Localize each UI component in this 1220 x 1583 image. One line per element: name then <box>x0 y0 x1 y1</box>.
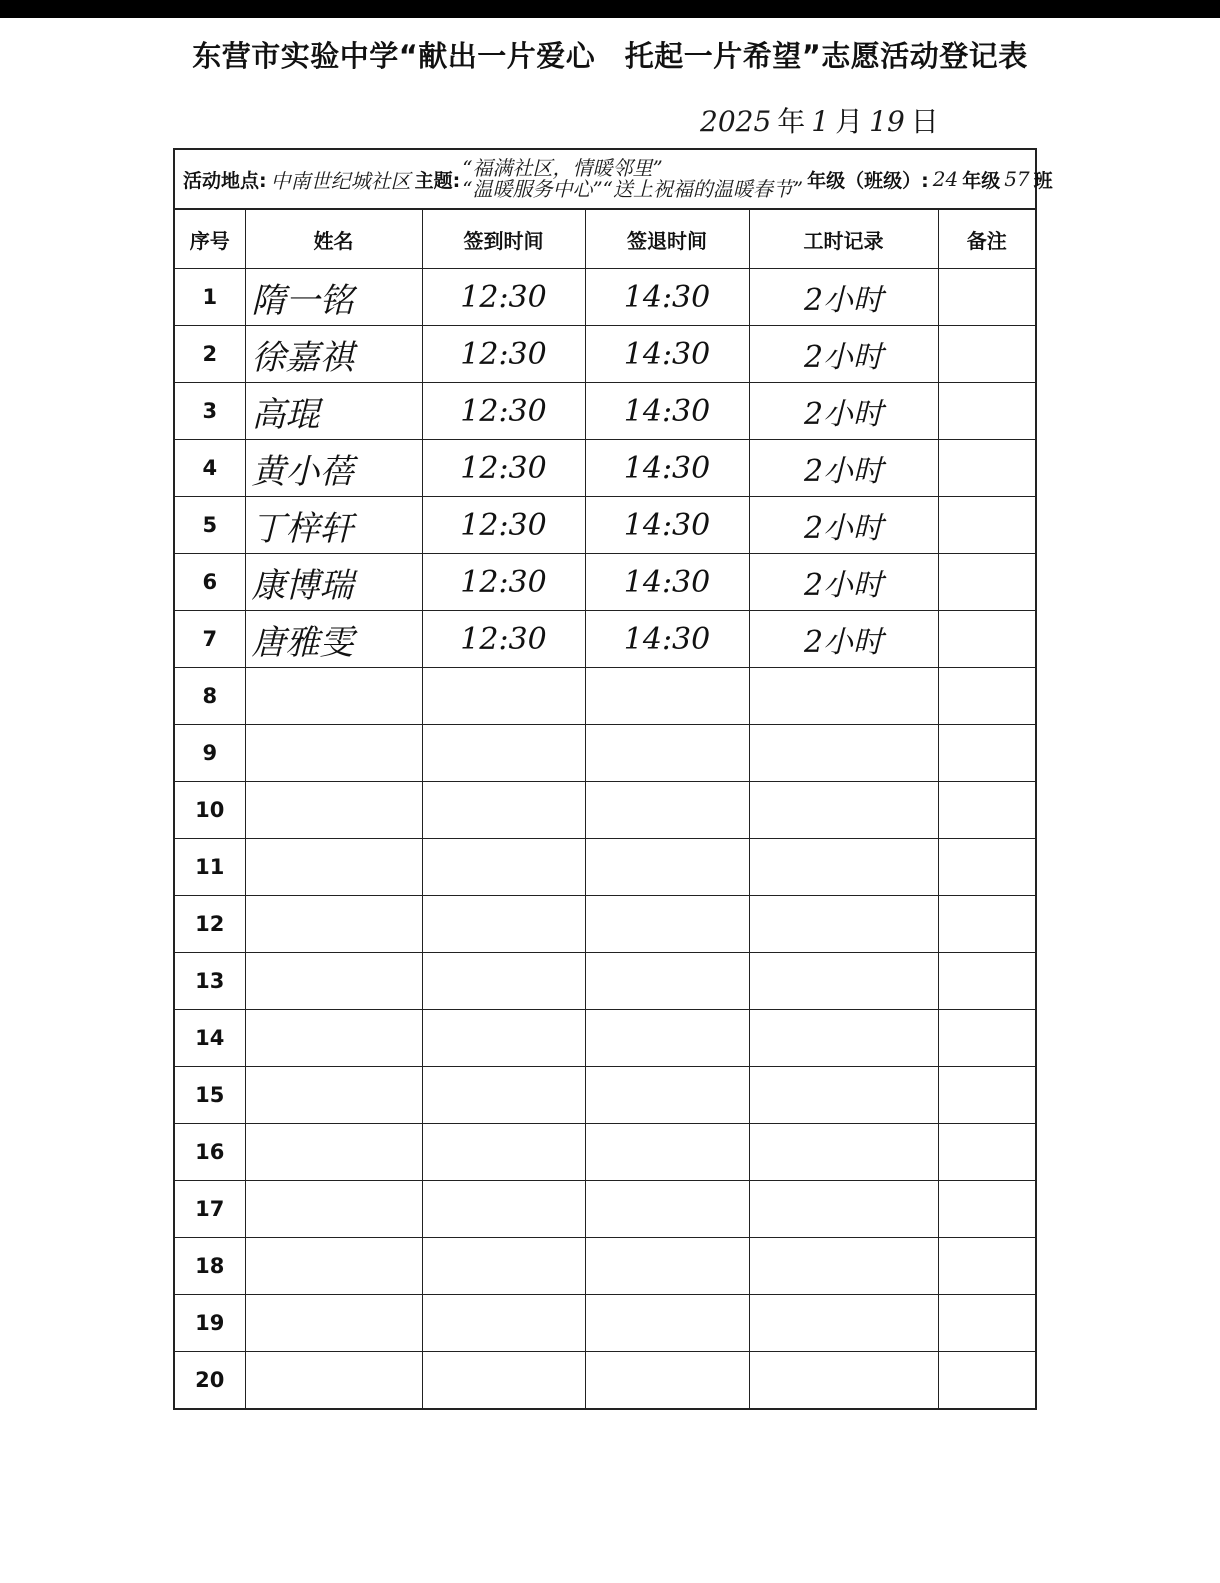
row-sign-in-time <box>422 839 585 896</box>
row-sign-out-time <box>585 668 749 725</box>
table-row <box>175 1010 1035 1067</box>
row-sign-out-time <box>585 1295 749 1352</box>
row-hours: 2小时 <box>749 383 938 440</box>
theme-block <box>415 158 804 200</box>
row-number: 10 <box>175 782 245 839</box>
grade-mid-label: 年级 <box>962 169 1001 192</box>
table-row <box>175 668 1035 725</box>
row-hours: 2小时 <box>749 269 938 326</box>
grade-label: 年级（班级）: <box>807 169 929 192</box>
row-name <box>245 1181 422 1238</box>
row-hours <box>749 1124 938 1181</box>
table-row <box>175 1238 1035 1295</box>
col-header-sign-in: 签到时间 <box>422 210 585 269</box>
row-hours <box>749 1295 938 1352</box>
row-sign-out-time <box>585 1238 749 1295</box>
row-remarks <box>938 1010 1035 1067</box>
row-number: 17 <box>175 1181 245 1238</box>
date-month-label: 月 <box>835 105 864 138</box>
table-row <box>175 1067 1035 1124</box>
row-sign-out-time <box>585 725 749 782</box>
row-hours <box>749 1010 938 1067</box>
row-hours <box>749 782 938 839</box>
row-sign-out-time: 14:30 <box>585 326 749 383</box>
row-remarks <box>938 725 1035 782</box>
row-remarks <box>938 782 1035 839</box>
theme-line-2: “温暖服务中心”“送上祝福的温暖春节” <box>462 177 804 201</box>
col-header-number: 序号 <box>175 210 245 269</box>
table-row <box>175 896 1035 953</box>
theme-values <box>462 158 803 200</box>
row-sign-in-time <box>422 1352 585 1409</box>
row-number: 9 <box>175 725 245 782</box>
row-remarks <box>938 611 1035 668</box>
row-name <box>245 1010 422 1067</box>
col-header-name: 姓名 <box>245 210 422 269</box>
table-row <box>175 725 1035 782</box>
col-header-sign-out: 签退时间 <box>585 210 749 269</box>
row-remarks <box>938 440 1035 497</box>
row-remarks <box>938 953 1035 1010</box>
row-sign-in-time: 12:30 <box>422 497 585 554</box>
row-name <box>245 782 422 839</box>
row-sign-in-time <box>422 725 585 782</box>
row-hours <box>749 1352 938 1409</box>
date-day-label: 日 <box>910 105 939 138</box>
row-sign-in-time: 12:30 <box>422 611 585 668</box>
row-remarks <box>938 1181 1035 1238</box>
row-remarks <box>938 1295 1035 1352</box>
table-row <box>175 383 1035 440</box>
table-row <box>175 953 1035 1010</box>
location-value: 中南世纪城社区 <box>270 168 411 193</box>
row-name: 康博瑞 <box>245 554 422 611</box>
row-number: 12 <box>175 896 245 953</box>
row-sign-out-time <box>585 1352 749 1409</box>
theme-label: 主题: <box>414 169 461 192</box>
row-name: 徐嘉祺 <box>245 326 422 383</box>
row-sign-out-time: 14:30 <box>585 383 749 440</box>
row-remarks <box>938 896 1035 953</box>
table-row <box>175 1295 1035 1352</box>
row-sign-in-time <box>422 1124 585 1181</box>
row-name <box>245 953 422 1010</box>
row-number: 16 <box>175 1124 245 1181</box>
row-name <box>245 1238 422 1295</box>
row-sign-in-time <box>422 782 585 839</box>
table-row <box>175 440 1035 497</box>
table-row <box>175 1124 1035 1181</box>
table-row <box>175 782 1035 839</box>
row-sign-out-time <box>585 1124 749 1181</box>
row-name <box>245 725 422 782</box>
row-remarks <box>938 326 1035 383</box>
row-number: 15 <box>175 1067 245 1124</box>
date-day: 19 <box>869 105 905 138</box>
registration-form <box>173 148 1053 1410</box>
row-sign-in-time <box>422 1238 585 1295</box>
row-name: 唐雅雯 <box>245 611 422 668</box>
row-number: 8 <box>175 668 245 725</box>
row-sign-in-time <box>422 1010 585 1067</box>
row-sign-in-time: 12:30 <box>422 383 585 440</box>
row-name: 丁梓轩 <box>245 497 422 554</box>
row-sign-in-time <box>422 1295 585 1352</box>
row-remarks <box>938 668 1035 725</box>
row-hours <box>749 896 938 953</box>
row-number: 19 <box>175 1295 245 1352</box>
row-sign-in-time <box>422 953 585 1010</box>
row-remarks <box>938 1067 1035 1124</box>
table-row <box>175 326 1035 383</box>
page-title: 东营市实验中学“献出一片爱心 托起一片希望”志愿活动登记表 <box>192 39 1028 73</box>
row-sign-in-time <box>422 1067 585 1124</box>
row-number: 11 <box>175 839 245 896</box>
row-name <box>245 896 422 953</box>
row-name <box>245 668 422 725</box>
row-number: 4 <box>175 440 245 497</box>
row-sign-in-time <box>422 896 585 953</box>
row-hours: 2小时 <box>749 440 938 497</box>
theme-line-1: “福满社区，情暖邻里” <box>462 156 663 180</box>
row-name <box>245 1067 422 1124</box>
row-number: 2 <box>175 326 245 383</box>
row-remarks <box>938 383 1035 440</box>
row-sign-out-time <box>585 896 749 953</box>
row-hours <box>749 1238 938 1295</box>
row-sign-out-time: 14:30 <box>585 611 749 668</box>
row-number: 3 <box>175 383 245 440</box>
row-hours <box>749 725 938 782</box>
row-name <box>245 839 422 896</box>
volunteer-table <box>175 210 1035 1408</box>
class-value: 57 <box>1004 167 1030 191</box>
date-year: 2025 <box>700 105 772 138</box>
row-hours <box>749 1181 938 1238</box>
grade-value: 24 <box>932 167 959 191</box>
table-row <box>175 554 1035 611</box>
row-number: 13 <box>175 953 245 1010</box>
row-number: 6 <box>175 554 245 611</box>
date-month: 1 <box>811 105 830 138</box>
class-label: 班 <box>1033 169 1053 192</box>
row-remarks <box>938 554 1035 611</box>
table-row <box>175 497 1035 554</box>
row-hours: 2小时 <box>749 611 938 668</box>
date-line <box>700 100 960 144</box>
row-sign-out-time <box>585 953 749 1010</box>
row-hours <box>749 839 938 896</box>
row-name: 隋一铭 <box>245 269 422 326</box>
row-hours <box>749 1067 938 1124</box>
row-sign-out-time <box>585 782 749 839</box>
row-hours: 2小时 <box>749 497 938 554</box>
row-sign-in-time: 12:30 <box>422 440 585 497</box>
row-sign-out-time <box>585 1010 749 1067</box>
row-name <box>245 1352 422 1409</box>
row-sign-in-time: 12:30 <box>422 554 585 611</box>
header-row <box>175 210 1035 269</box>
row-sign-out-time <box>585 839 749 896</box>
row-remarks <box>938 1124 1035 1181</box>
row-hours: 2小时 <box>749 326 938 383</box>
row-sign-in-time <box>422 1181 585 1238</box>
row-number: 7 <box>175 611 245 668</box>
table-row <box>175 839 1035 896</box>
row-sign-out-time <box>585 1181 749 1238</box>
row-hours: 2小时 <box>749 554 938 611</box>
table-row <box>175 611 1035 668</box>
row-sign-out-time: 14:30 <box>585 440 749 497</box>
row-remarks <box>938 839 1035 896</box>
row-name: 黄小蓓 <box>245 440 422 497</box>
row-number: 5 <box>175 497 245 554</box>
row-remarks <box>938 497 1035 554</box>
row-name <box>245 1295 422 1352</box>
row-sign-in-time: 12:30 <box>422 269 585 326</box>
col-header-remarks: 备注 <box>938 210 1035 269</box>
activity-info-row <box>175 150 1053 210</box>
row-sign-in-time <box>422 668 585 725</box>
table-row <box>175 1352 1035 1409</box>
row-number: 14 <box>175 1010 245 1067</box>
row-hours <box>749 953 938 1010</box>
scan-top-edge <box>0 0 1220 18</box>
row-sign-out-time: 14:30 <box>585 269 749 326</box>
location-label: 活动地点: <box>183 169 267 192</box>
table-row <box>175 269 1035 326</box>
col-header-hours: 工时记录 <box>749 210 938 269</box>
row-remarks <box>938 1238 1035 1295</box>
row-name: 高琨 <box>245 383 422 440</box>
row-sign-out-time: 14:30 <box>585 554 749 611</box>
row-name <box>245 1124 422 1181</box>
row-sign-in-time: 12:30 <box>422 326 585 383</box>
table-row <box>175 1181 1035 1238</box>
row-number: 18 <box>175 1238 245 1295</box>
row-remarks <box>938 269 1035 326</box>
row-hours <box>749 668 938 725</box>
row-remarks <box>938 1352 1035 1409</box>
row-sign-out-time: 14:30 <box>585 497 749 554</box>
row-number: 20 <box>175 1352 245 1409</box>
row-number: 1 <box>175 269 245 326</box>
row-sign-out-time <box>585 1067 749 1124</box>
date-year-label: 年 <box>777 105 806 138</box>
